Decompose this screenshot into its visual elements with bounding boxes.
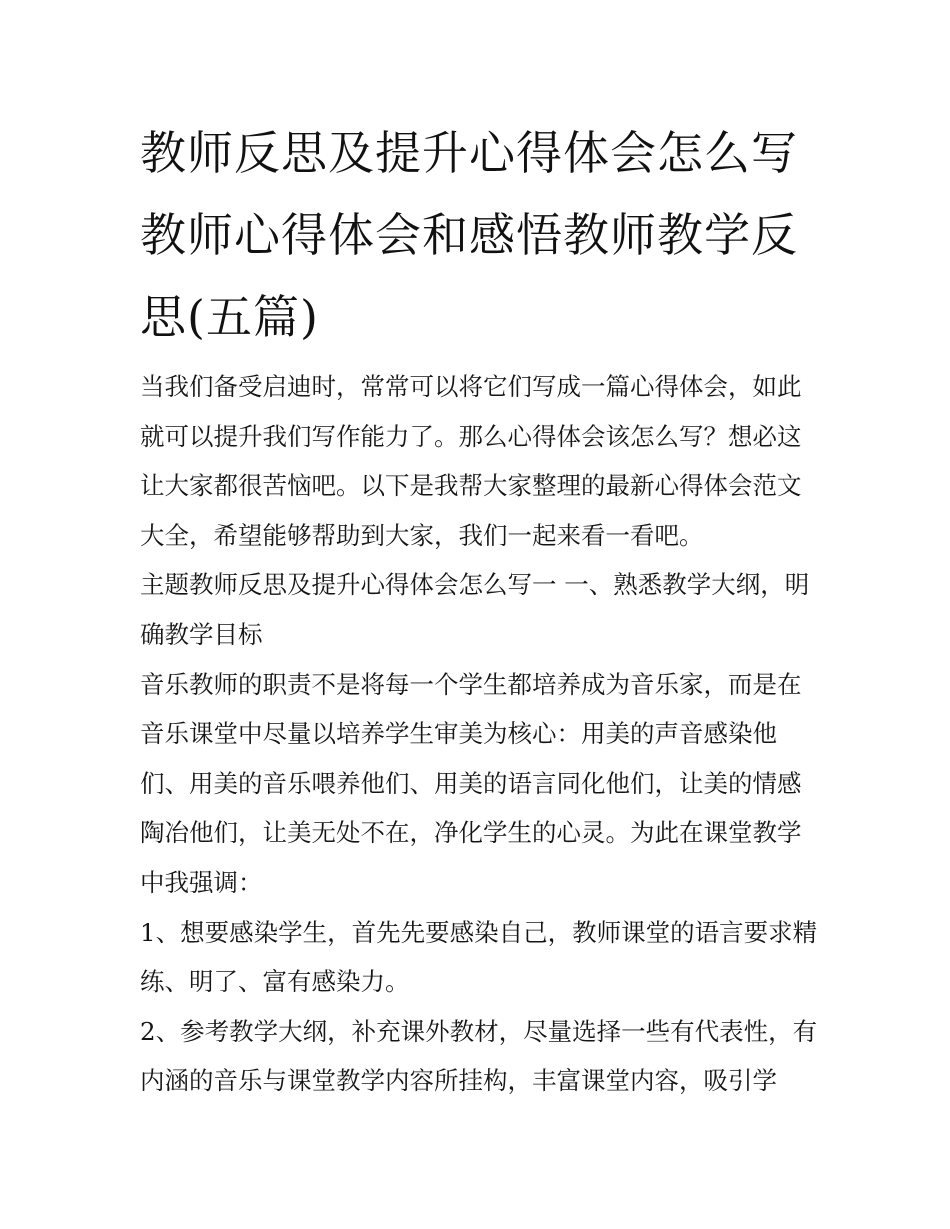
paragraph-section-heading: 主题教师反思及提升心得体会怎么写一 一、熟悉教学大纲，明确教学目标 [140, 570, 810, 649]
paragraph-music-teacher: 音乐教师的职责不是将每一个学生都培养成为音乐家，而是在音乐课堂中尽量以培养学生审美为核心：用美的声音感染他们、用美的音乐喂养他们、用美的语言同化他们，让美的情感陶冶他们，让美无处不在，净化学生的心灵。为此在课堂教学中我强调： [140, 669, 802, 897]
document-title: 教师反思及提升心得体会怎么写 教师心得体会和感悟教师教学反思(五篇) [140, 126, 798, 344]
paragraph-point-2: 2、参考教学大纲，补充课外教材，尽量选择一些有代表性，有内涵的音乐与课堂教学内容所挂构，丰富课堂内容，吸引学 [140, 1016, 818, 1096]
paragraph-intro: 当我们备受启迪时，常常可以将它们写成一篇心得体会，如此就可以提升我们写作能力了。那么心得体会该怎么写？想必这让大家都很苦恼吧。以下是我帮大家整理的最新心得体会范文大全，希望能够帮助到大家，我们一起来看一看吧。 [140, 372, 802, 550]
document-body [140, 112, 820, 1106]
paragraph-point-1: 1、想要感染学生，首先先要感染自己，教师课堂的语言要求精练、明了、富有感染力。 [140, 917, 818, 997]
